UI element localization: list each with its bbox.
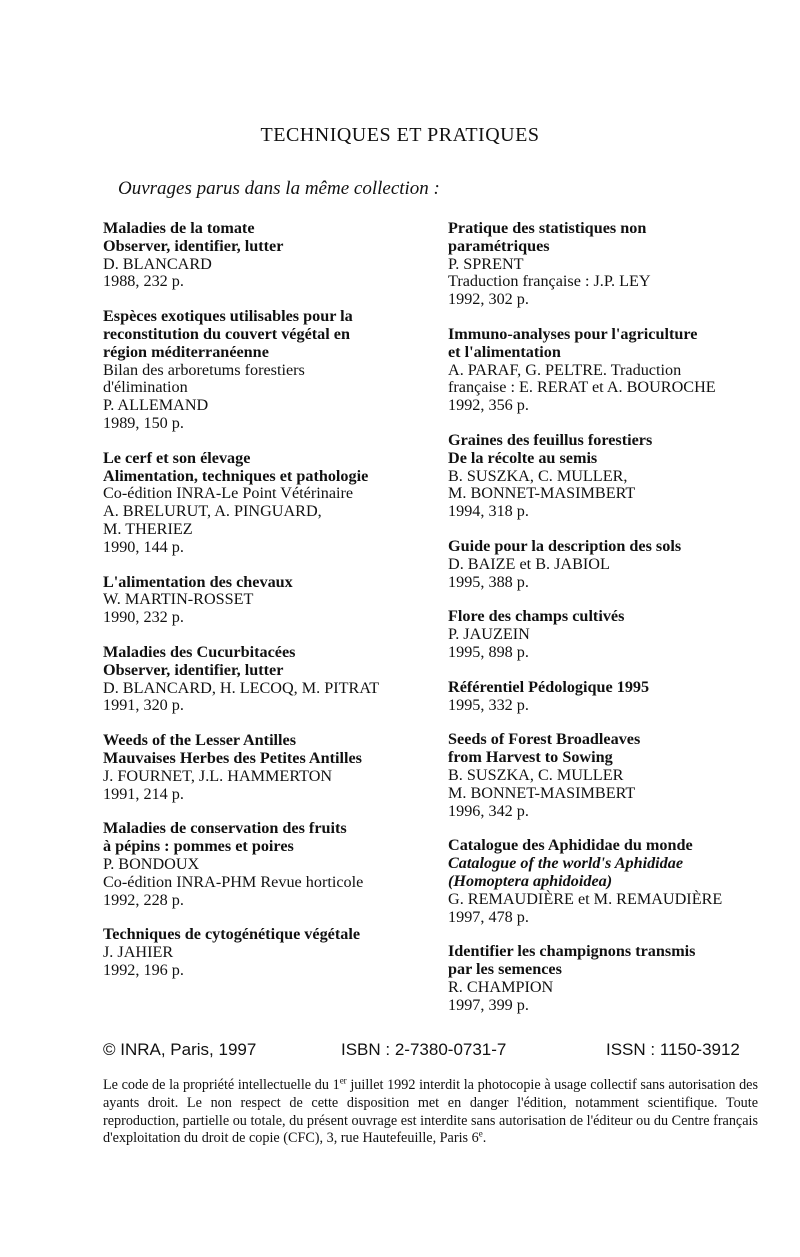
book-detail-line: W. MARTIN-ROSSET — [103, 590, 254, 609]
book-detail-line: A. PARAF, G. PELTRE. Traduction — [448, 360, 682, 379]
book-detail-line: 1991, 214 p. — [103, 784, 184, 803]
book-detail-line: 1988, 232 p. — [103, 272, 184, 291]
book-title-line: Graines des feuillus forestiers — [448, 430, 653, 449]
book-title-line: Observer, identifier, lutter — [103, 660, 284, 679]
book-detail-line: Traduction française : J.P. LEY — [448, 272, 651, 291]
book-entry — [103, 820, 403, 909]
book-detail-line: 1995, 898 p. — [448, 642, 529, 661]
book-title-line: reconstitution du couvert végétal en — [103, 324, 350, 343]
book-title-line: Pratique des statistiques non — [448, 219, 647, 237]
book-detail-line: 1994, 318 p. — [448, 502, 529, 521]
book-entry — [103, 308, 403, 433]
book-title-line: De la récolte au semis — [448, 448, 598, 467]
book-detail-line: P. JAUZEIN — [448, 625, 530, 644]
book-entry — [448, 943, 768, 1014]
legal-sup-1: er — [339, 1075, 347, 1086]
book-detail-line: d'élimination — [103, 378, 188, 397]
collection-subtitle: Ouvrages parus dans la même collection : — [118, 178, 440, 199]
book-detail-line: M. BONNET-MASIMBERT — [448, 783, 636, 802]
book-detail-line: D. BLANCARD — [103, 254, 212, 273]
book-detail-line: française : E. RERAT et A. BOUROCHE — [448, 378, 716, 397]
book-title-translation-line: Catalogue of the world's Aphididae — [448, 854, 684, 873]
book-title-line: L'alimentation des chevaux — [103, 572, 293, 591]
book-title-line: par les semences — [448, 960, 562, 979]
book-entry — [103, 220, 403, 291]
book-title-line: Seeds of Forest Broadleaves — [448, 730, 641, 749]
book-detail-line: R. CHAMPION — [448, 977, 554, 996]
book-entry — [448, 220, 768, 309]
book-detail-line: A. BRELURUT, A. PINGUARD, — [103, 502, 322, 521]
book-detail-line: D. BLANCARD, H. LECOQ, M. PITRAT — [103, 678, 380, 697]
book-detail-line: 1992, 196 p. — [103, 960, 184, 979]
book-detail-line: J. JAHIER — [103, 943, 174, 962]
book-title-line: Maladies de conservation des fruits — [103, 819, 347, 838]
left-column — [103, 220, 403, 997]
book-detail-line: 1997, 399 p. — [448, 995, 529, 1014]
book-entry — [448, 837, 768, 926]
book-title-line: Guide pour la description des sols — [448, 536, 682, 555]
book-title-line: région méditerranéenne — [103, 342, 269, 361]
book-detail-line: P. SPRENT — [448, 254, 524, 273]
book-detail-line: M. BONNET-MASIMBERT — [448, 484, 636, 503]
book-detail-line: 1992, 356 p. — [448, 396, 529, 415]
book-entry — [103, 732, 403, 803]
book-detail-line: 1995, 332 p. — [448, 695, 529, 714]
footer-identifiers — [0, 1040, 800, 1062]
book-title-line: Immuno-analyses pour l'agriculture — [448, 324, 698, 343]
book-title-line: et l'alimentation — [448, 342, 561, 361]
book-title-line: à pépins : pommes et poires — [103, 837, 294, 856]
book-detail-line: J. FOURNET, J.L. HAMMERTON — [103, 766, 333, 785]
legal-sup-2: e — [478, 1128, 483, 1139]
book-title-line: Catalogue des Aphididae du monde — [448, 836, 693, 855]
book-title-translation-line: (Homoptera aphidoidea) — [448, 871, 613, 890]
legal-notice — [103, 1077, 758, 1148]
legal-text-3: . — [482, 1130, 487, 1147]
book-title-line: Flore des champs cultivés — [448, 607, 625, 626]
book-title-line: Techniques de cytogénétique végétale — [103, 925, 361, 944]
book-detail-line: B. SUSZKA, C. MULLER, — [448, 466, 628, 485]
book-title-line: Mauvaises Herbes des Petites Antilles — [103, 748, 362, 767]
book-entry — [448, 608, 768, 661]
book-title-line: Espèces exotiques utilisables pour la — [103, 307, 353, 326]
book-title-line: paramétriques — [448, 236, 550, 255]
legal-text-2: juillet 1992 interdit la photocopie à usage collectif sans autorisation des ayants droit. Le non respect de cette disposition met en danger l'édition, notamment scientifique. Toute reproduction, partielle ou totale, du présent ouvrage est interdite sans autorisation de l'éditeur ou du Centre français d'exploitation du droit de copie (CFC), 3, rue Hautefeuille, Paris 6 — [103, 1077, 758, 1147]
book-detail-line: P. ALLEMAND — [103, 396, 209, 415]
book-entry — [448, 432, 768, 521]
book-detail-line: M. THERIEZ — [103, 519, 193, 538]
book-entry — [448, 731, 768, 820]
book-title-line: Observer, identifier, lutter — [103, 236, 284, 255]
book-detail-line: 1991, 320 p. — [103, 696, 184, 715]
book-detail-line: Co-édition INRA-PHM Revue horticole — [103, 872, 364, 891]
book-entry — [448, 679, 768, 715]
right-column — [448, 220, 768, 1031]
book-title-line: Le cerf et son élevage — [103, 448, 251, 467]
book-detail-line: 1992, 302 p. — [448, 290, 529, 309]
book-title-line: Référentiel Pédologique 1995 — [448, 677, 650, 696]
book-title-line: Weeds of the Lesser Antilles — [103, 731, 297, 750]
book-detail-line: D. BAIZE et B. JABIOL — [448, 554, 610, 573]
legal-text-1: Le code de la propriété intellectuelle du 1 — [103, 1077, 340, 1093]
book-title-line: Maladies des Cucurbitacées — [103, 642, 296, 661]
series-title: TECHNIQUES ET PRATIQUES — [260, 124, 540, 146]
book-entry — [103, 644, 403, 715]
book-detail-line: G. REMAUDIÈRE et M. REMAUDIÈRE — [448, 889, 723, 908]
book-detail-line: 1990, 232 p. — [103, 608, 184, 627]
book-entry — [448, 538, 768, 591]
book-entry — [448, 326, 768, 415]
book-detail-line: 1995, 388 p. — [448, 572, 529, 591]
book-title-line: Maladies de la tomate — [103, 219, 255, 237]
book-detail-line: Co-édition INRA-Le Point Vétérinaire — [103, 484, 354, 503]
copyright: © INRA, Paris, 1997 — [103, 1040, 257, 1059]
book-entry — [103, 450, 403, 557]
book-detail-line: Bilan des arboretums forestiers — [103, 360, 305, 379]
book-detail-line: P. BONDOUX — [103, 854, 200, 873]
book-detail-line: 1989, 150 p. — [103, 413, 184, 432]
book-title-line: Identifier les champignons transmis — [448, 942, 696, 961]
book-detail-line: B. SUSZKA, C. MULLER — [448, 765, 624, 784]
book-entry — [103, 574, 403, 627]
book-detail-line: 1996, 342 p. — [448, 801, 529, 820]
book-title-line: Alimentation, techniques et pathologie — [103, 466, 369, 485]
book-title-line: from Harvest to Sowing — [448, 748, 613, 767]
book-entry — [103, 926, 403, 979]
book-detail-line: 1992, 228 p. — [103, 890, 184, 909]
issn: ISSN : 1150-3912 — [606, 1040, 740, 1059]
isbn: ISBN : 2-7380-0731-7 — [341, 1040, 507, 1059]
book-detail-line: 1997, 478 p. — [448, 907, 529, 926]
book-detail-line: 1990, 144 p. — [103, 537, 184, 556]
